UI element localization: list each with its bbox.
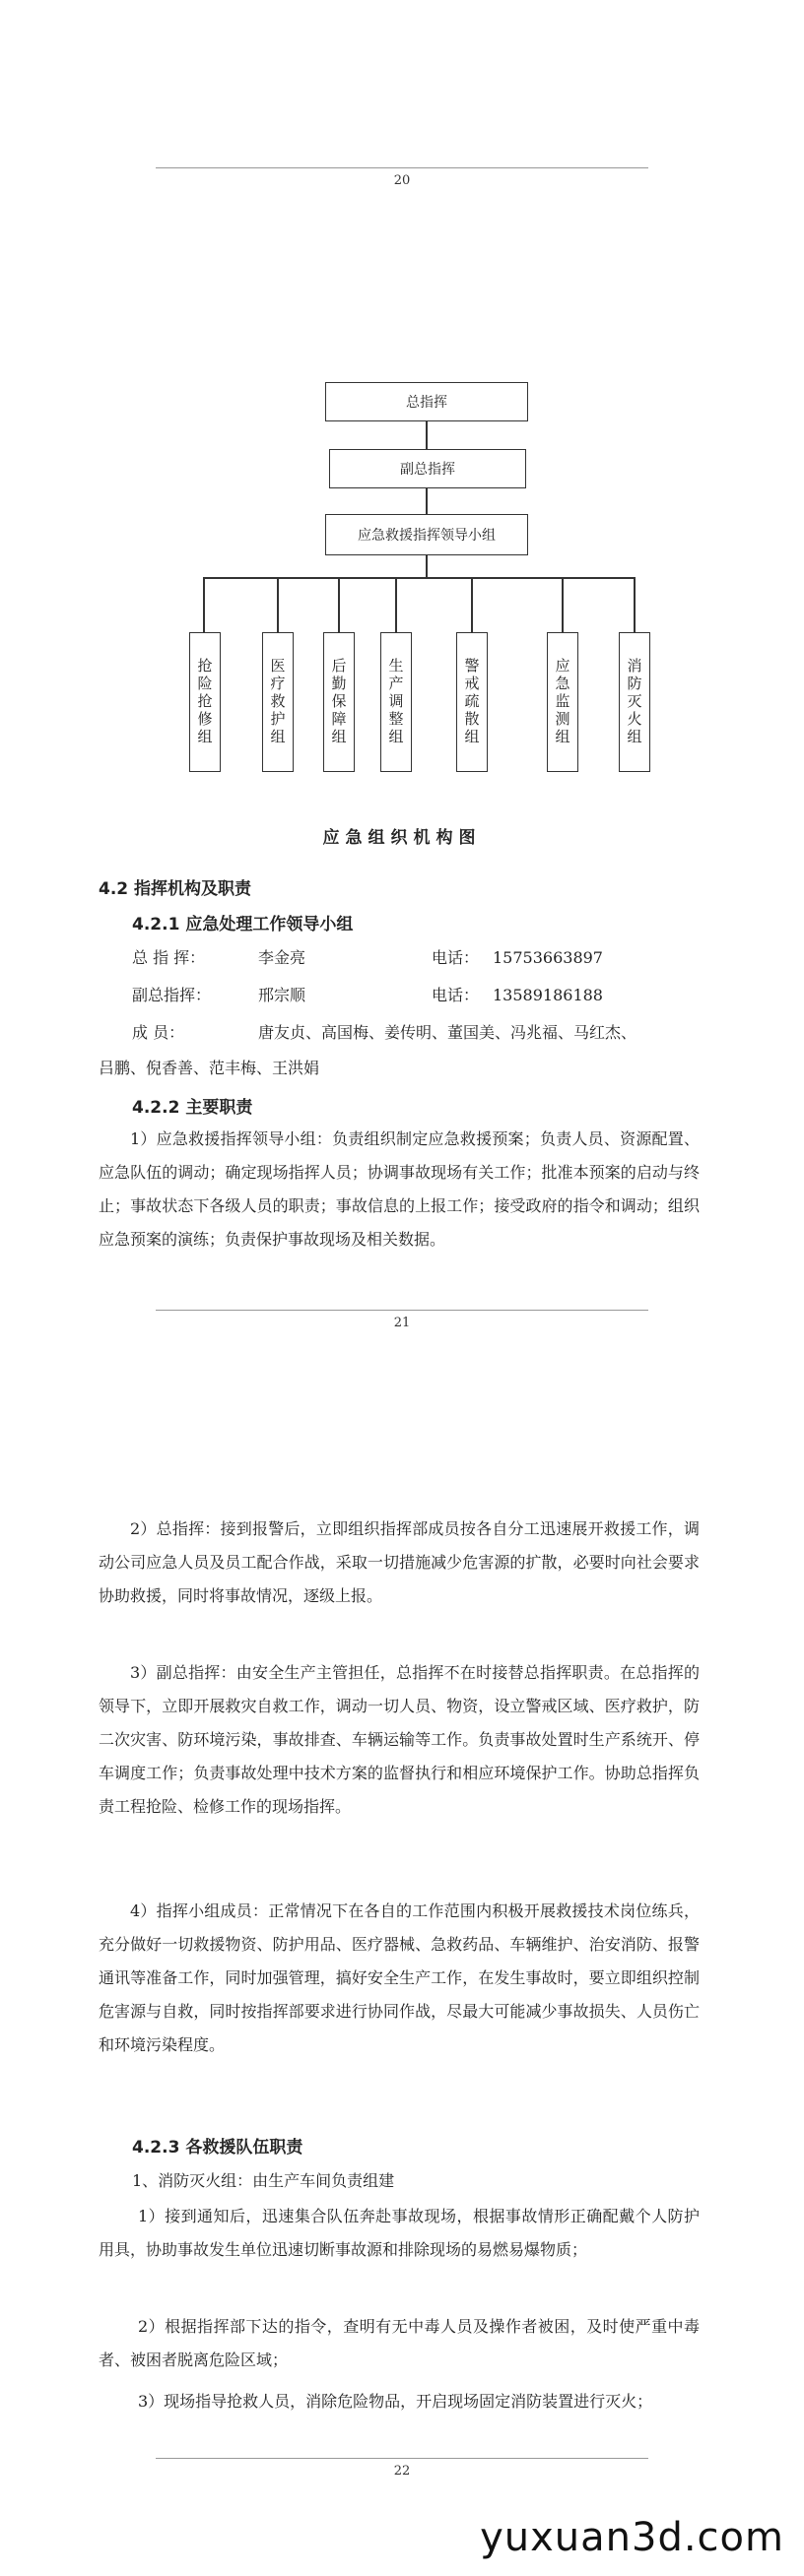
- watermark: yuxuan3d.com: [480, 2515, 784, 2560]
- page-number: 21: [393, 1316, 411, 1330]
- paragraph: 1）应急救援指挥领导小组：负责组织制定应急救援预案；负责人员、资源配置、应急队伍的调动；确定现场指挥人员；协调事故现场有关工作；批准本预案的启动与终止；事故状态下各级人员的职责；事故信息的上报工作；接受政府的指令和调动；组织应急预案的演练；负责保护事故现场及相关数据。: [99, 1129, 700, 1249]
- paragraph: 3）现场指导抢救人员，消除危险物品，开启现场固定消防装置进行灭火；: [138, 2392, 653, 2411]
- subsection-heading: 4.2.3 各救援队伍职责: [132, 2138, 303, 2157]
- connector: [395, 577, 397, 632]
- commander-name: 李金亮: [258, 948, 306, 967]
- paragraph: 2）根据指挥部下达的指令，查明有无中毒人员及操作者被困，及时使严重中毒者、被困者脱离危险区域；: [99, 2317, 700, 2369]
- connector: [634, 577, 636, 632]
- connector: [562, 577, 564, 632]
- chart-box-team-production: 生产调整组: [380, 632, 412, 772]
- page-number: 22: [393, 2464, 411, 2479]
- subsection-heading: 4.2.2 主要职责: [132, 1098, 253, 1118]
- deputy-phone: 13589186188: [493, 986, 603, 1004]
- paragraph: 2）总指挥：接到报警后，立即组织指挥部成员按各自分工迅速展开救援工作，调动公司应急人员及员工配合作战，采取一切措施减少危害源的扩散，必要时向社会要求协助救援，同时将事故情况，逐级上报。: [99, 1519, 700, 1605]
- deputy-phone-label: 电话：: [432, 986, 480, 1004]
- section-heading: 4.2 指挥机构及职责: [99, 879, 252, 899]
- chart-box-team-logistics: 后勤保障组: [323, 632, 355, 772]
- page-divider: [156, 2458, 648, 2459]
- connector: [203, 577, 205, 632]
- connector: [338, 577, 340, 632]
- connector: [426, 421, 428, 449]
- chart-box-deputy: 副总指挥: [329, 449, 526, 488]
- subsection-heading: 4.2.1 应急处理工作领导小组: [132, 915, 354, 934]
- connector-horizontal: [203, 577, 635, 579]
- connector: [426, 488, 428, 514]
- page-number: 20: [393, 173, 411, 188]
- members-line-2: 吕鹏、倪香善、范丰梅、王洪娟: [99, 1059, 320, 1077]
- commander-phone-label: 电话：: [432, 948, 480, 967]
- commander-label: 总 指 挥：: [132, 948, 206, 967]
- connector: [426, 555, 428, 577]
- chart-box-team-monitoring: 应急监测组: [547, 632, 578, 772]
- chart-box-commander: 总指挥: [325, 382, 528, 421]
- members-line-1: 唐友贞、高国梅、姜传明、董国美、冯兆福、马红杰、: [258, 1023, 637, 1042]
- page-divider: [156, 167, 648, 168]
- paragraph: 1）接到通知后，迅速集合队伍奔赴事故现场，根据事故情形正确配戴个人防护用具，协助事故发生单位迅速切断事故源和排除现场的易燃易爆物质；: [99, 2207, 700, 2259]
- members-label: 成 员：: [132, 1023, 185, 1042]
- deputy-name: 邢宗顺: [258, 986, 306, 1004]
- paragraph: 3）副总指挥：由安全生产主管担任，总指挥不在时接替总指挥职责。在总指挥的领导下，立即开展救灾自救工作，调动一切人员、物资，设立警戒区域、医疗救护，防二次灾害、防环境污染，事故排查、车辆运输等工作。负责事故处置时生产系统开、停车调度工作；负责事故处理中技术方案的监督执行和相应环境保护工作。协助总指挥负责工程抢险、检修工作的现场指挥。: [99, 1663, 700, 1816]
- commander-phone: 15753663897: [493, 948, 603, 967]
- connector: [277, 577, 279, 632]
- page-divider: [156, 1310, 648, 1311]
- chart-caption: 应急组织机构图: [322, 828, 482, 848]
- chart-box-team-evacuation: 警戒疏散组: [456, 632, 488, 772]
- chart-box-team-medical: 医疗救护组: [262, 632, 294, 772]
- chart-box-leading-group: 应急救援指挥领导小组: [325, 514, 528, 555]
- paragraph: 4）指挥小组成员：正常情况下在各自的工作范围内积极开展救援技术岗位练兵，充分做好一切救援物资、防护用品、医疗器械、急救药品、车辆维护、治安消防、报警通讯等准备工作，同时加强管理，搞好安全生产工作，在发生事故时，要立即组织控制危害源与自救，同时按指挥部要求进行协同作战，尽最大可能减少事故损失、人员伤亡和环境污染程度。: [99, 1901, 700, 2054]
- deputy-label: 副总指挥：: [132, 986, 212, 1004]
- chart-box-team-fire: 消防灭火组: [619, 632, 650, 772]
- chart-box-team-rescue: 抢险抢修组: [189, 632, 221, 772]
- connector: [471, 577, 473, 632]
- team-item: 1、消防灭火组：由生产车间负责组建: [132, 2171, 395, 2190]
